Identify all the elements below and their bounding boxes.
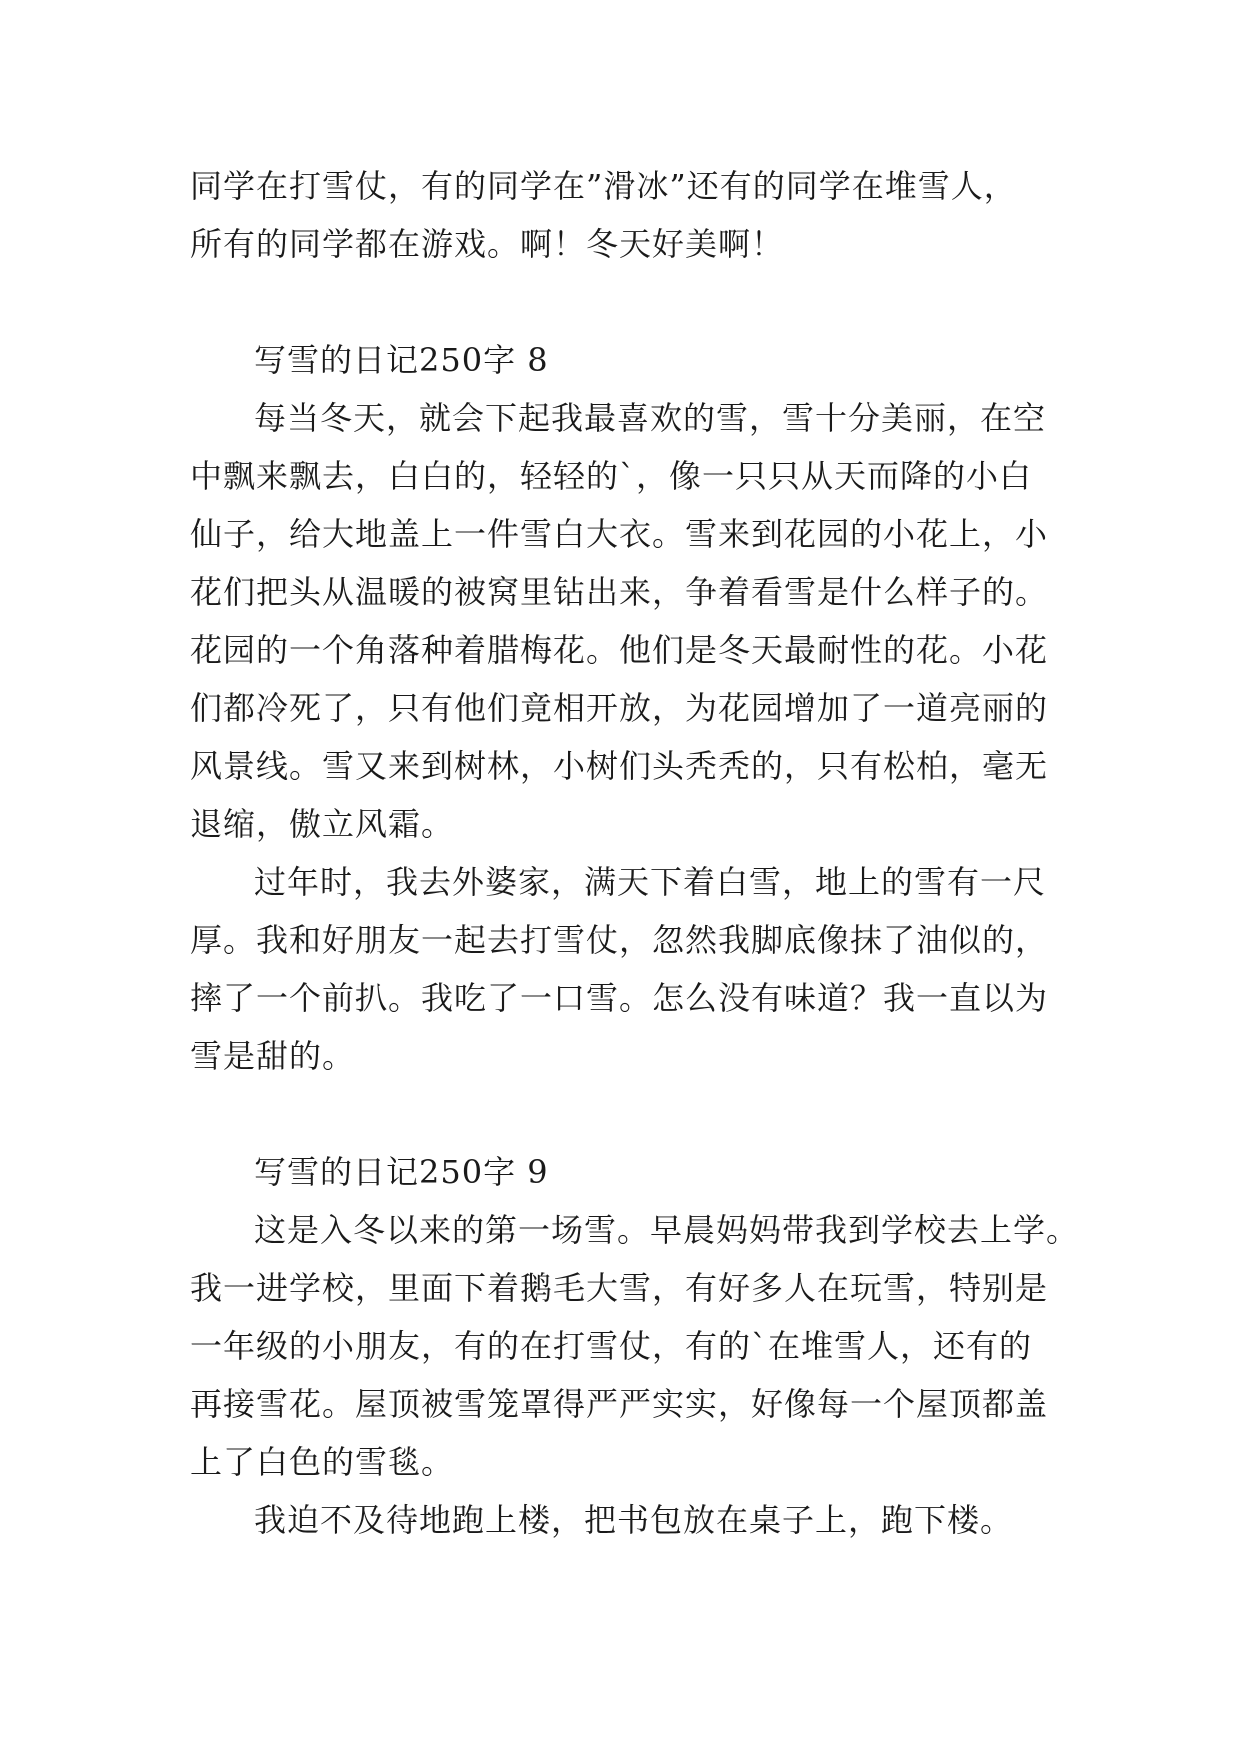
paragraph-line: 仙子，给大地盖上一件雪白大衣。雪来到花园的小花上，小 <box>190 515 1049 553</box>
paragraph-line: 花园的一个角落种着腊梅花。他们是冬天最耐性的花。小花 <box>190 631 1049 669</box>
document-body <box>190 157 1080 1549</box>
paragraph-line: 退缩，傲立风霜。 <box>190 805 455 843</box>
section-heading: 写雪的日记250字 8 <box>254 341 549 379</box>
paragraph-line: 上了白色的雪毯。 <box>190 1443 455 1481</box>
paragraph-line: 雪是甜的。 <box>190 1037 356 1075</box>
paragraph-line: 同学在打雪仗，有的同学在”滑冰”还有的同学在堆雪人， <box>190 167 1017 205</box>
paragraph-line: 每当冬天，就会下起我最喜欢的雪，雪十分美丽，在空 <box>254 399 1047 437</box>
paragraph-line: 摔了一个前扒。我吃了一口雪。怎么没有味道？我一直以为 <box>190 979 1049 1017</box>
section-heading: 写雪的日记250字 9 <box>254 1153 549 1191</box>
paragraph-line: 再接雪花。屋顶被雪笼罩得严严实实，好像每一个屋顶都盖 <box>190 1385 1049 1423</box>
paragraph-line: 过年时，我去外婆家，满天下着白雪，地上的雪有一尺 <box>254 863 1047 901</box>
paragraph-line: 厚。我和好朋友一起去打雪仗，忽然我脚底像抹了油似的， <box>190 921 1049 959</box>
paragraph-line: 花们把头从温暖的被窝里钻出来，争着看雪是什么样子的。 <box>190 573 1049 611</box>
paragraph-line: 中飘来飘去，白白的，轻轻的`，像一只只从天而降的小白 <box>190 457 1033 495</box>
paragraph-line: 风景线。雪又来到树林，小树们头秃秃的，只有松柏，毫无 <box>190 747 1049 785</box>
paragraph-line: 我一进学校，里面下着鹅毛大雪，有好多人在玩雪，特别是 <box>190 1269 1049 1307</box>
paragraph-line: 一年级的小朋友，有的在打雪仗，有的`在堆雪人，还有的 <box>190 1327 1033 1365</box>
paragraph-line: 我迫不及待地跑上楼，把书包放在桌子上，跑下楼。 <box>254 1501 1014 1539</box>
paragraph-line: 这是入冬以来的第一场雪。早晨妈妈带我到学校去上学。 <box>254 1211 1080 1249</box>
blank-line <box>190 273 1070 331</box>
blank-line <box>190 1085 1070 1143</box>
paragraph-line: 所有的同学都在游戏。啊！冬天好美啊！ <box>190 225 785 263</box>
paragraph-line: 们都冷死了，只有他们竟相开放，为花园增加了一道亮丽的 <box>190 689 1049 727</box>
